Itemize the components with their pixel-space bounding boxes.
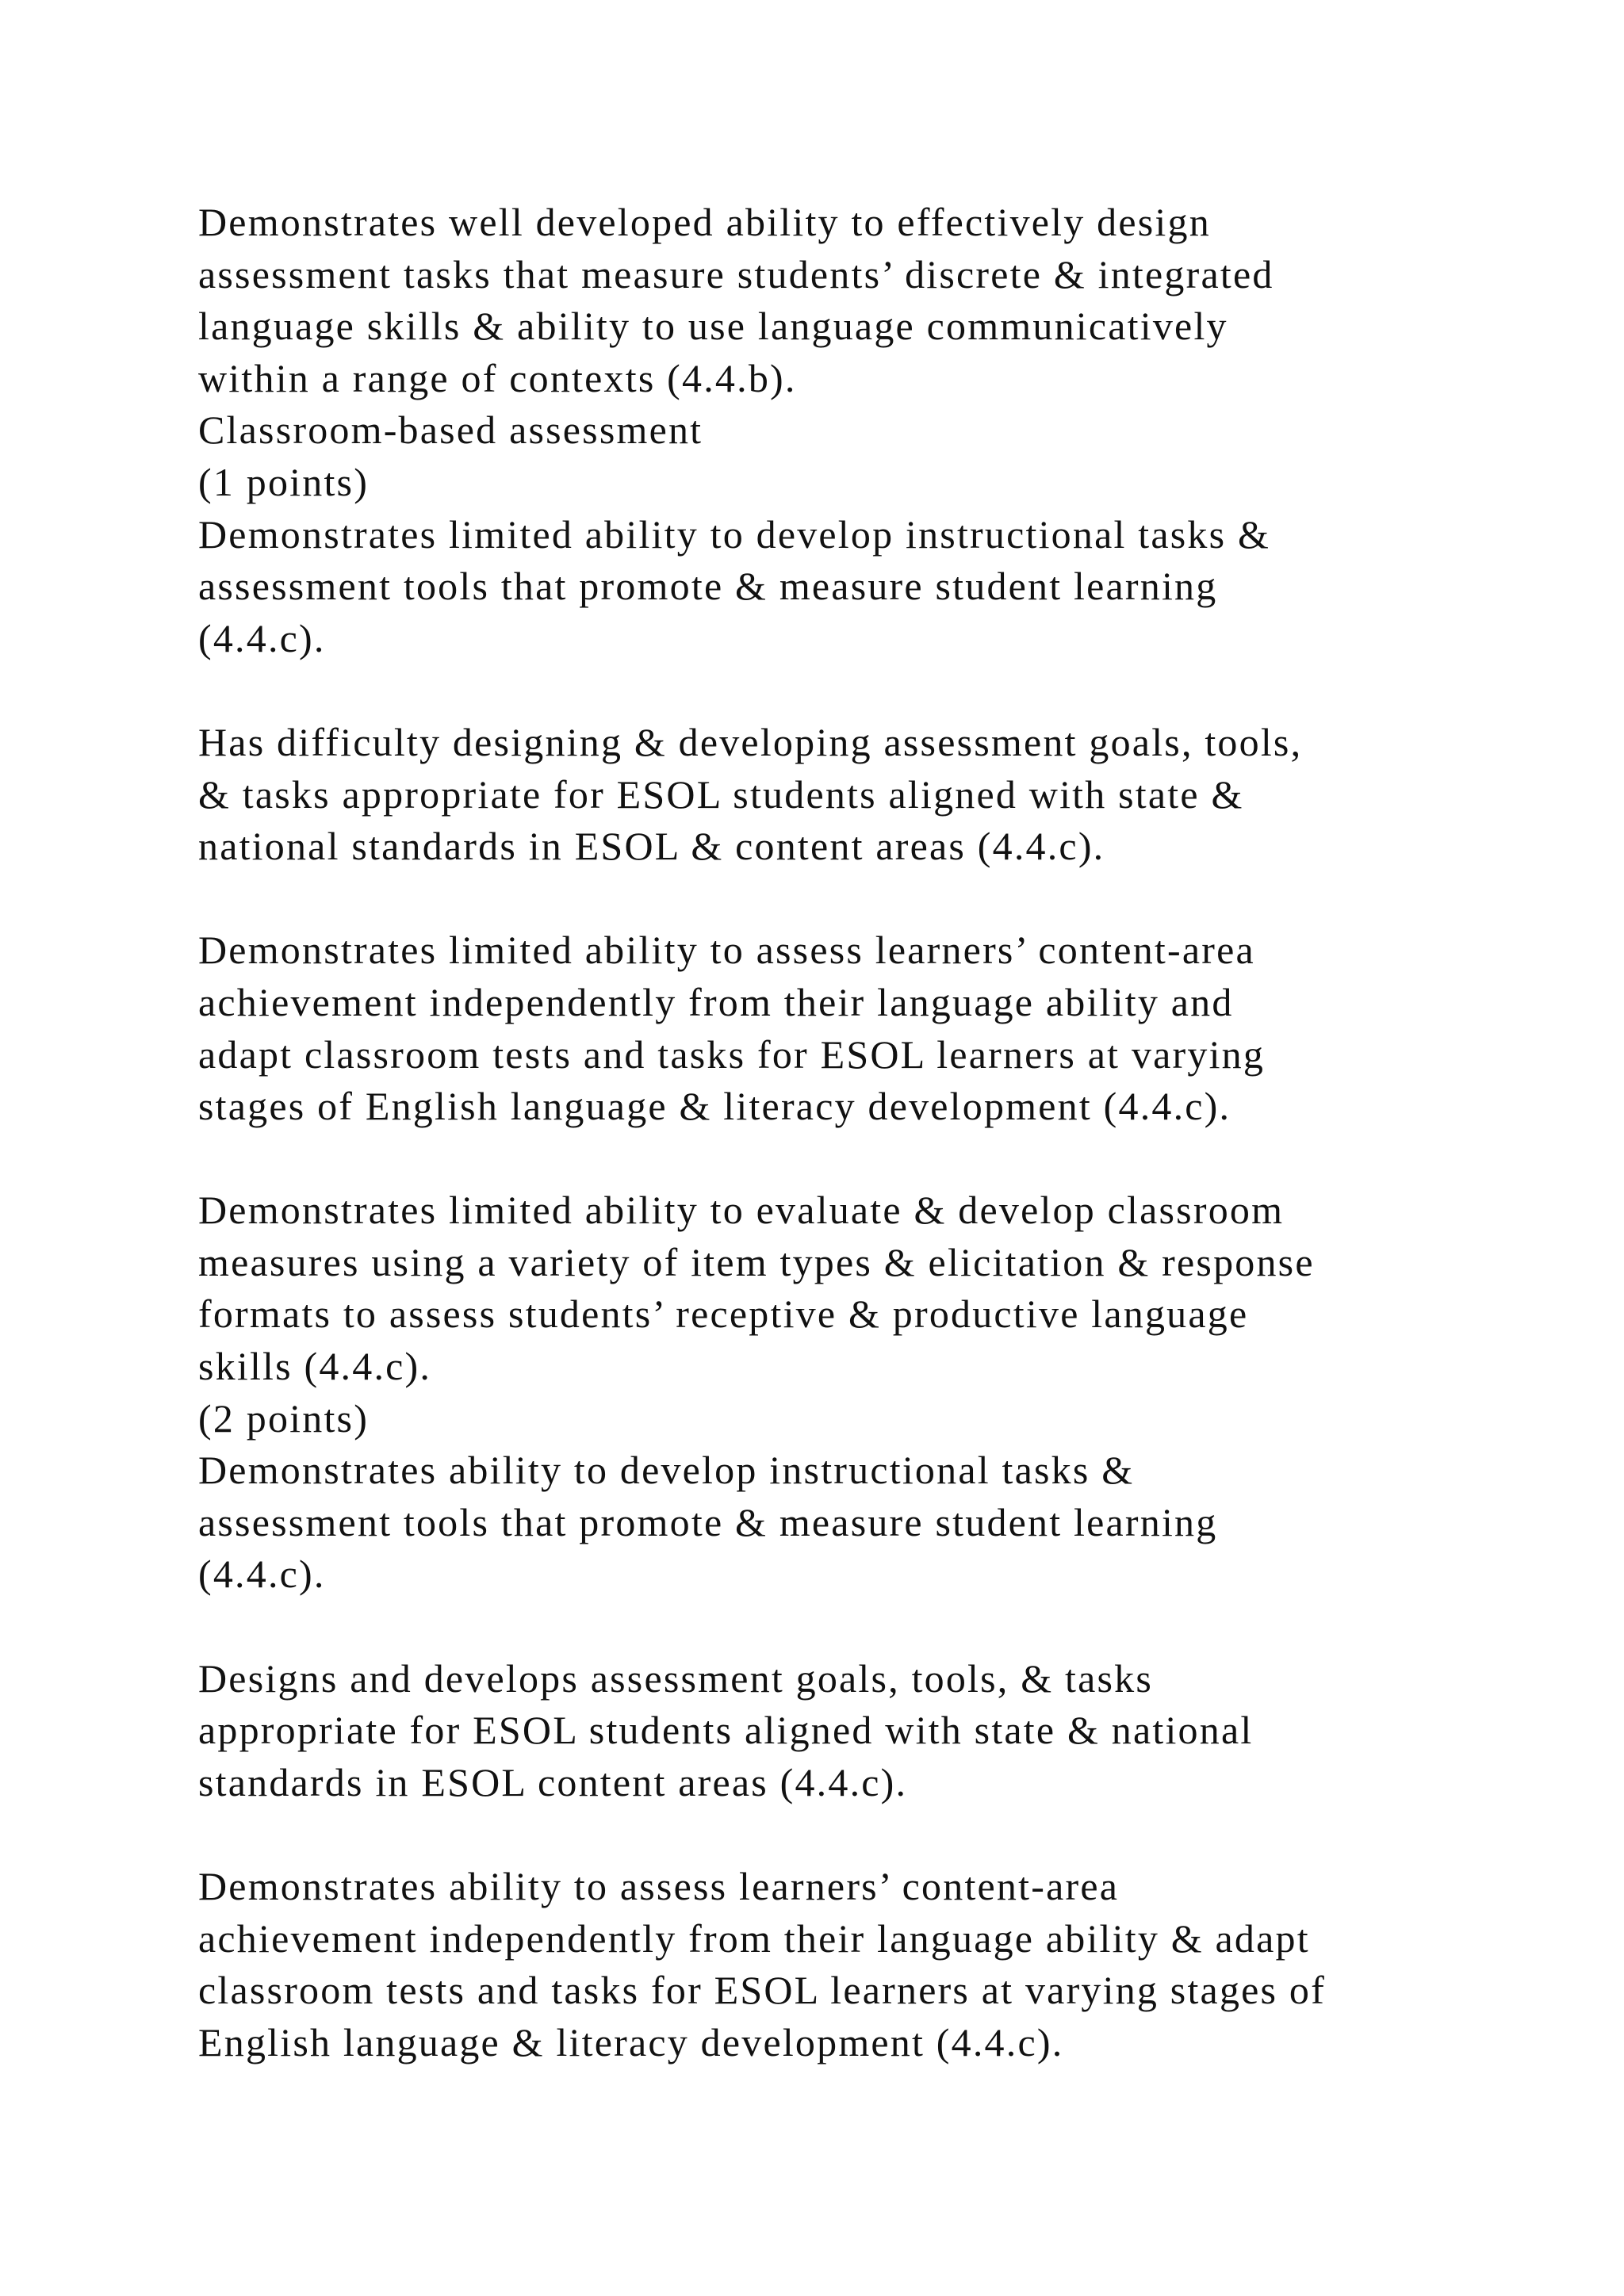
text-line: Demonstrates limited ability to assess learners’ content-area — [198, 928, 1255, 973]
text-line: standards in ESOL content areas (4.4.c). — [198, 1759, 908, 1804]
text-line: skills (4.4.c). — [198, 1344, 432, 1389]
text-line: Has difficulty designing & developing assessment goals, tools, — [198, 719, 1303, 764]
paragraph-gap — [198, 1133, 1546, 1185]
points-label: (1 points) — [198, 459, 370, 504]
text-line: adapt classroom tests and tasks for ESOL learners at varying — [198, 1031, 1266, 1077]
text-line: measures using a variety of item types & elicitation & response — [198, 1239, 1315, 1284]
text-line: Demonstrates ability to assess learners’ content-area — [198, 1864, 1120, 1908]
text-line: Demonstrates limited ability to evaluate & develop classroom — [198, 1188, 1285, 1233]
section-heading: Classroom-based assessment — [198, 408, 703, 453]
text-line: formats to assess students’ receptive & productive language — [198, 1292, 1249, 1337]
text-line: assessment tools that promote & measure student learning — [198, 564, 1218, 609]
text-line: Designs and develops assessment goals, tools, & tasks — [198, 1655, 1154, 1701]
text-line: classroom tests and tasks for ESOL learners at varying stages of — [198, 1968, 1326, 2013]
text-line: assessment tools that promote & measure student learning — [198, 1499, 1218, 1544]
paragraph-gap — [198, 1808, 1546, 1861]
text-line: language skills & ability to use language communicatively — [198, 304, 1228, 349]
text-line: achievement independently from their language ability & adapt — [198, 1915, 1310, 1961]
text-line: assessment tasks that measure students’ discrete & integrated — [198, 251, 1274, 297]
text-line: appropriate for ESOL students aligned with state & national — [198, 1708, 1254, 1753]
text-line: (4.4.c). — [198, 1552, 326, 1597]
document-body — [198, 197, 1546, 2068]
text-line: English language & literacy development (4.4.c). — [198, 2019, 1064, 2064]
points-label: (2 points) — [198, 1395, 370, 1441]
text-line: Demonstrates limited ability to develop instructional tasks & — [198, 511, 1271, 557]
paragraph-gap — [198, 1601, 1546, 1653]
text-line: stages of English language & literacy development (4.4.c). — [198, 1084, 1231, 1129]
text-line: (4.4.c). — [198, 615, 326, 660]
text-line: Demonstrates well developed ability to effectively design — [198, 200, 1211, 244]
paragraph-gap — [198, 873, 1546, 925]
text-line: national standards in ESOL & content areas (4.4.c). — [198, 824, 1105, 869]
paragraph-gap — [198, 664, 1546, 717]
text-line: achievement independently from their language ability and — [198, 979, 1234, 1024]
text-line: within a range of contexts (4.4.b). — [198, 355, 797, 400]
text-line: Demonstrates ability to develop instructional tasks & — [198, 1448, 1135, 1493]
text-line: & tasks appropriate for ESOL students aligned with state & — [198, 771, 1244, 817]
